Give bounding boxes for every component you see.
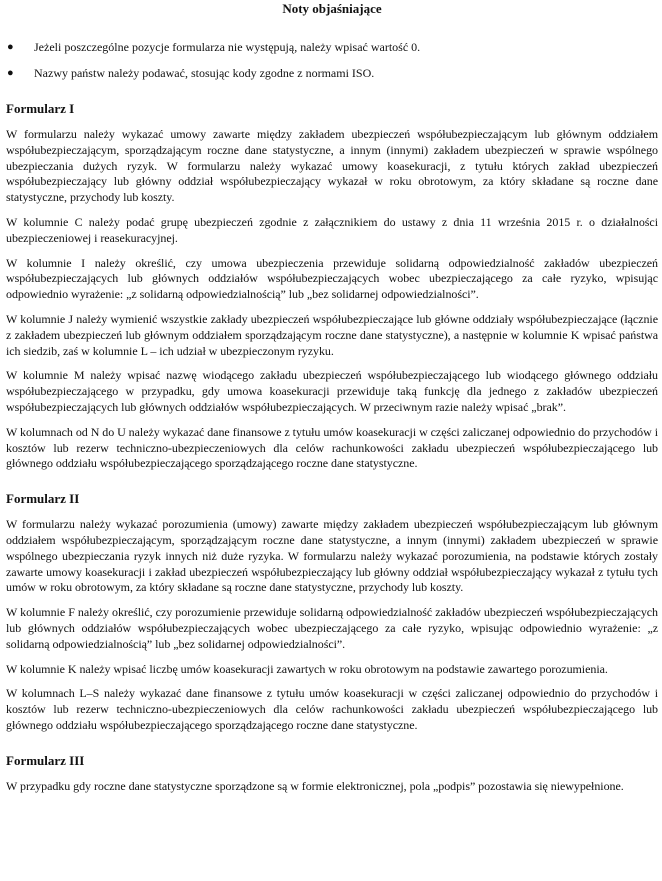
bullet-text: Nazwy państw należy podawać, stosując kody zgodne z normami ISO. [34,66,375,80]
paragraph: W kolumnie J należy wymienić wszystkie zakłady ubezpieczeń współubezpieczające lub główne oddziały współubezpieczające (łącznie z zakładem ubezpieczeń lub głównym oddziałem sporządzającym roczne dane statystyczne), a następnie w kolumnie K wpisać państwa ich siedzib, zaś w kolumnie L – ich udział w ubezpieczonym ryzyku. [6,311,658,358]
document-page [0,1,662,881]
paragraph: W kolumnie I należy określić, czy umowa ubezpieczenia przewiduje solidarną odpowiedzialność zakładów ubezpieczeń współubezpieczających lub głównych oddziałów współubezpieczających wobec ubezpieczającego za całe ryzyko, wpisując odpowiednio wyrażenie: „z solidarną odpowiedzialnością” lub „bez solidarnej odpowiedzialności”. [6,255,658,302]
bullet-icon: ● [7,67,14,79]
paragraph: W przypadku gdy roczne dane statystyczne sporządzone są w formie elektronicznej, pola „podpis” pozostawia się niewypełnione. [6,778,624,793]
section-formularz-2 [6,491,658,734]
bullet-icon: ● [7,41,14,53]
section-heading: Formularz III [6,752,85,768]
list-item [6,39,658,56]
list-item [6,65,658,82]
section-heading: Formularz II [6,491,80,507]
section-formularz-1 [6,101,658,472]
page-title: Noty objaśniające [282,1,382,16]
section-heading: Formularz I [6,101,75,116]
paragraph: W kolumnach od N do U należy wykazać dane finansowe z tytułu umów koasekuracji w części zaliczanej odpowiednio do przychodów i kosztów lub rezerw techniczno-ubezpieczeniowych dla celów rachunkowości zakładu ubezpieczeń współubezpieczającego lub głównego oddziału współubezpieczającego sporządzającego roczne dane statystyczne. [6,424,658,471]
paragraph: W kolumnie M należy wpisać nazwę wiodącego zakładu ubezpieczeń współubezpieczającego lub wiodącego głównego oddziału współubezpieczającego w przypadku, gdy umowa koasekuracji przewiduje taką funkcję dla jednego z zakładów ubezpieczeń współubezpieczających lub głównych oddziałów współubezpieczających. W przeciwnym razie należy wpisać „brak”. [6,368,658,414]
paragraph: W kolumnie C należy podać grupę ubezpieczeń zgodnie z załącznikiem do ustawy z dnia 11 września 2015 r. o działalności ubezpieczeniowej i reasekuracyjnej. [6,214,658,245]
general-notes-list [6,39,658,82]
section-formularz-3 [6,753,658,795]
paragraph: W kolumnie K należy wpisać liczbę umów koasekuracji zawartych w roku obrotowym na podstawie zawartego porozumienia. [6,661,608,676]
paragraph: W kolumnie F należy określić, czy porozumienie przewiduje solidarną odpowiedzialność zakładów ubezpieczeń współubezpieczających lub głównych oddziałów współubezpieczających wobec ubezpieczającego za całe ryzyko, wpisując odpowiednio wyrażenie: „z solidarną odpowiedzialnością” lub „bez solidarnej odpowiedzialności”. [6,605,658,651]
bullet-text: Jeżeli poszczególne pozycje formularza nie występują, należy wpisać wartość 0. [34,40,421,54]
paragraph: W formularzu należy wykazać porozumienia (umowy) zawarte między zakładem ubezpieczeń współubezpieczającym lub głównym oddziałem współubezpieczającym, sporządzającym roczne dane statystyczne, a innym (innymi) zakładem ubezpieczeń w sprawie wspólnego ubezpieczania ryzyk innych niż duże ryzyka. W formularzu należy wykazać porozumienia, na podstawie których zostały zawarte umowy koasekuracji i zakład ubezpieczeń współubezpieczający lub główny oddział współubezpieczający wykazał z tytułu tych umów w roku obrotowym, za który składane są roczne dane statystyczne, przychody lub koszty. [6,517,658,595]
paragraph: W formularzu należy wykazać umowy zawarte między zakładem ubezpieczeń współubezpieczającym lub głównym oddziałem współubezpieczającym, sporządzającym roczne dane statystyczne, a innym (innymi) zakładem ubezpieczeń w sprawie wspólnego ubezpieczania dużych ryzyk. W formularzu należy wykazać umowy koasekuracji, z tytułu których zakład ubezpieczeń współubezpieczający lub główny oddział współubezpieczający wykazał w roku obrotowym, za który składane są roczne dane statystyczne, przychody lub koszty. [6,127,658,205]
paragraph: W kolumnach L–S należy wykazać dane finansowe z tytułu umów koasekuracji w części zaliczanej odpowiednio do przychodów i kosztów lub rezerw techniczno-ubezpieczeniowych dla celów rachunkowości zakładu ubezpieczeń współubezpieczającego lub głównego oddziału współubezpieczającego sporządzającego roczne dane statystyczne. [6,686,658,732]
